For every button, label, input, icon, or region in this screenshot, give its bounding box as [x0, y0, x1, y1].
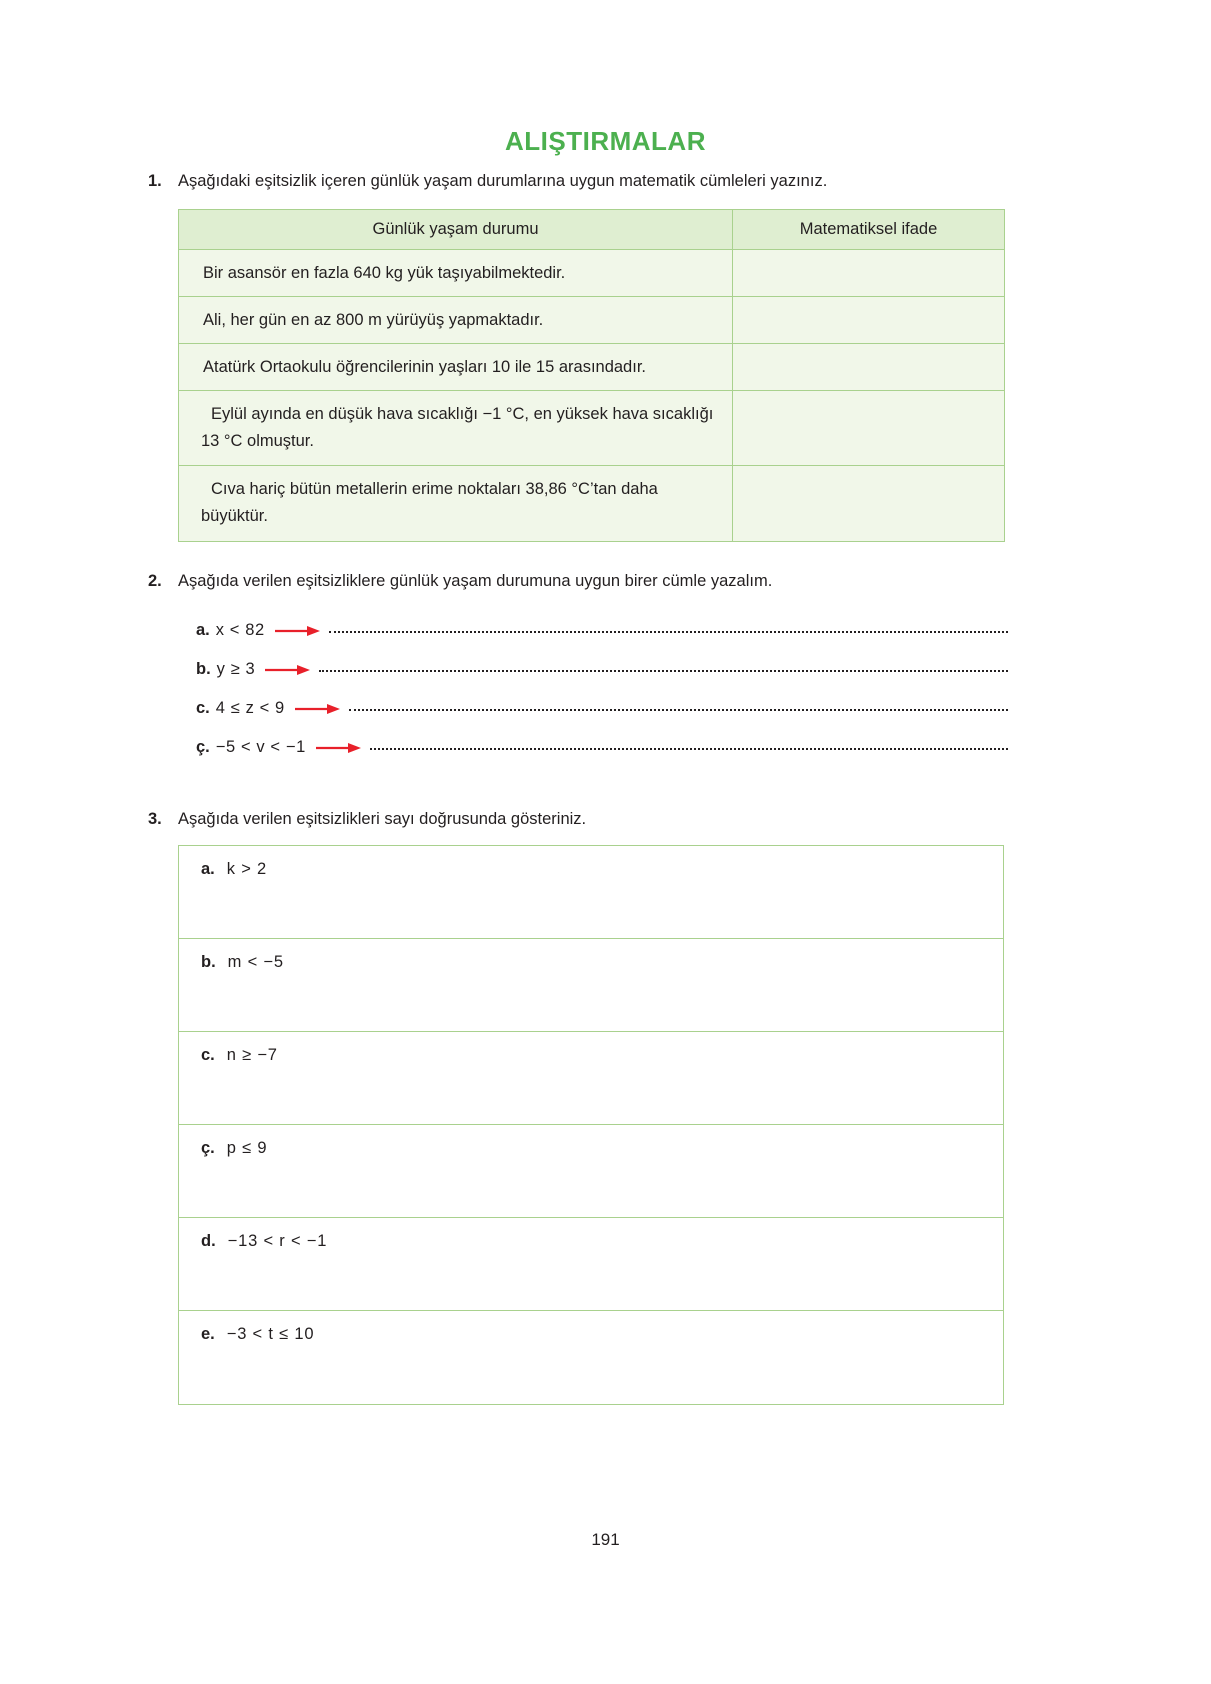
item-expression: 4 ≤ z < 9	[215, 699, 285, 717]
right-arrow-icon	[265, 663, 311, 677]
right-arrow-icon	[295, 702, 341, 716]
item-expression: p ≤ 9	[226, 1139, 268, 1157]
question-1-number: 1.	[148, 172, 162, 190]
list-item[interactable]	[179, 1125, 1003, 1218]
list-item	[196, 689, 1008, 728]
question-1-heading	[148, 170, 1048, 192]
item-expression: n ≥ −7	[226, 1046, 278, 1064]
expression-answer-cell[interactable]	[733, 344, 1005, 391]
item-label: c.	[196, 699, 210, 717]
item-label: b.	[201, 953, 216, 971]
question-3-text: Aşağıda verilen eşitsizlikleri sayı doğrusunda gösteriniz.	[178, 810, 587, 828]
daily-life-situations-table	[178, 209, 1005, 542]
list-item[interactable]	[179, 939, 1003, 1032]
list-item[interactable]	[179, 1311, 1003, 1404]
question-2-number: 2.	[148, 572, 162, 590]
page-number: 191	[591, 1530, 620, 1549]
expression-answer-cell[interactable]	[733, 466, 1005, 541]
page-title: ALIŞTIRMALAR	[505, 126, 706, 156]
table-row	[179, 297, 1005, 344]
item-label: e.	[201, 1325, 215, 1343]
item-label: d.	[201, 1232, 216, 1250]
question-2-text: Aşağıda verilen eşitsizliklere günlük yaşam durumuna uygun birer cümle yazalım.	[178, 572, 773, 590]
right-arrow-icon	[275, 624, 321, 638]
question-3-number: 3.	[148, 810, 162, 828]
item-label: ç.	[201, 1139, 215, 1157]
number-line-answer-boxes	[178, 845, 1004, 1405]
table-header-row	[179, 210, 1005, 250]
situation-cell: Cıva hariç bütün metallerin erime noktaları 38,86 °C’tan daha büyüktür.	[179, 466, 733, 541]
question-3-heading	[148, 808, 1048, 830]
table-row	[179, 344, 1005, 391]
column-header-expression: Matematiksel ifade	[733, 210, 1005, 250]
item-expression: m < −5	[227, 953, 284, 971]
item-expression: x < 82	[215, 621, 265, 639]
situation-cell: Ali, her gün en az 800 m yürüyüş yapmaktadır.	[179, 297, 733, 344]
list-item[interactable]	[179, 846, 1003, 939]
question-2-heading	[148, 570, 1048, 592]
item-expression: −3 < t ≤ 10	[226, 1325, 315, 1343]
expression-answer-cell[interactable]	[733, 391, 1005, 466]
list-item	[196, 650, 1008, 689]
answer-dotted-line[interactable]	[329, 625, 1008, 633]
list-item[interactable]	[179, 1032, 1003, 1125]
answer-dotted-line[interactable]	[370, 742, 1008, 750]
question-1-text: Aşağıdaki eşitsizlik içeren günlük yaşam durumlarına uygun matematik cümleleri yazınız.	[178, 172, 828, 190]
item-label: a.	[201, 860, 215, 878]
answer-dotted-line[interactable]	[319, 664, 1008, 672]
situation-cell: Eylül ayında en düşük hava sıcaklığı −1 °C, en yüksek hava sıcaklığı 13 °C olmuştur.	[179, 391, 733, 466]
item-label: b.	[196, 660, 211, 678]
item-expression: k > 2	[226, 860, 267, 878]
answer-dotted-line[interactable]	[349, 703, 1008, 711]
situation-cell: Atatürk Ortaokulu öğrencilerinin yaşları 10 ile 15 arasındadır.	[179, 344, 733, 391]
item-expression: −13 < r < −1	[227, 1232, 328, 1250]
item-expression: y ≥ 3	[216, 660, 256, 678]
table-row	[179, 466, 1005, 541]
expression-answer-cell[interactable]	[733, 250, 1005, 297]
item-expression: −5 < v < −1	[215, 738, 306, 756]
list-item	[196, 611, 1008, 650]
item-label: c.	[201, 1046, 215, 1064]
right-arrow-icon	[316, 741, 362, 755]
table-row	[179, 250, 1005, 297]
expression-answer-cell[interactable]	[733, 297, 1005, 344]
item-label: a.	[196, 621, 210, 639]
column-header-situation: Günlük yaşam durumu	[179, 210, 733, 250]
inequality-sentence-list	[196, 611, 1008, 767]
item-label: ç.	[196, 738, 210, 756]
list-item	[196, 728, 1008, 767]
situation-cell: Bir asansör en fazla 640 kg yük taşıyabilmektedir.	[179, 250, 733, 297]
table-row	[179, 391, 1005, 466]
list-item[interactable]	[179, 1218, 1003, 1311]
